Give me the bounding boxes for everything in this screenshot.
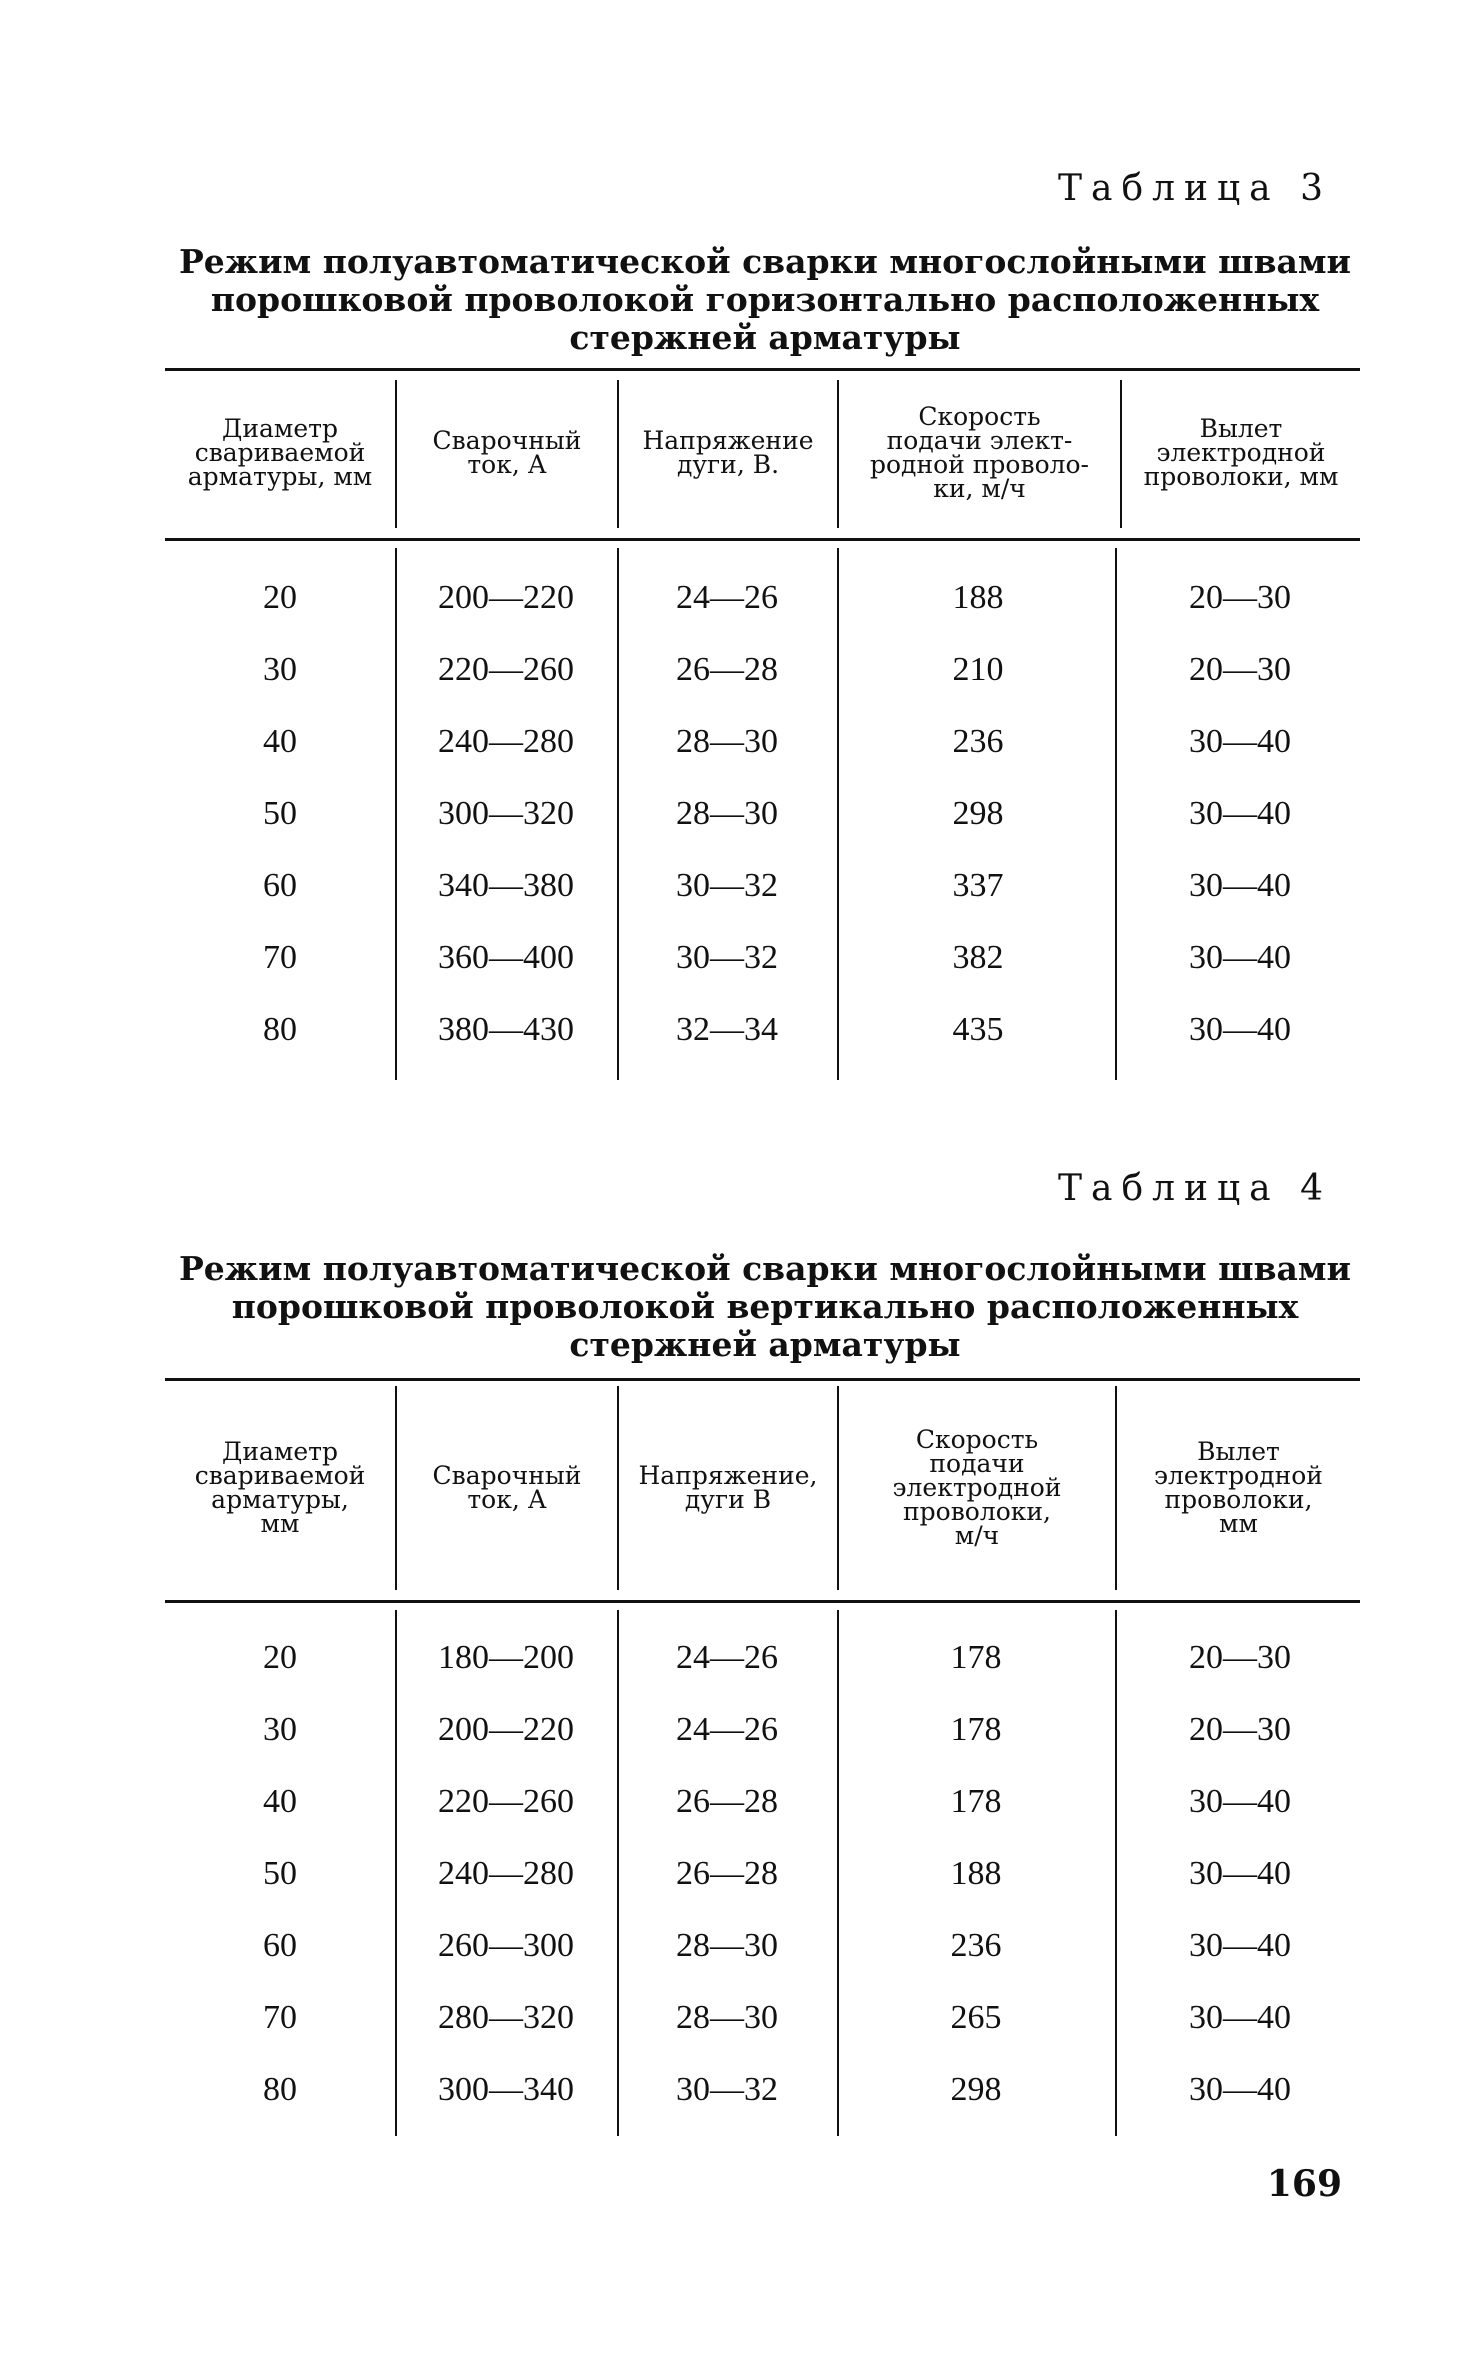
cell-stickout: 20—30: [1189, 651, 1291, 688]
header-welding-current: Сварочный ток, А: [432, 1461, 582, 1514]
column-divider: [837, 1610, 839, 2136]
cell-feed-speed: 188: [950, 1855, 1002, 1892]
cell-current: 240—280: [438, 1855, 574, 1892]
table-3: [165, 368, 1360, 1088]
cell-current: 360—400: [438, 939, 574, 976]
cell-feed-speed: 265: [950, 1999, 1002, 2036]
caption-line: стержней арматуры: [569, 318, 961, 357]
cell-voltage: 24—26: [676, 1711, 778, 1748]
cell-voltage: 26—28: [676, 651, 778, 688]
cell-voltage: 26—28: [676, 1783, 778, 1820]
header-diameter: Диаметр свариваемой арматуры, мм: [194, 1437, 366, 1538]
table-top-rule: [165, 368, 1360, 371]
cell-stickout: 30—40: [1189, 795, 1291, 832]
cell-diameter: 70: [263, 939, 297, 976]
header-diameter: Диаметр свариваемой арматуры, мм: [187, 414, 373, 491]
table-3-label: Таблица 3: [1058, 168, 1332, 209]
cell-diameter: 60: [263, 1927, 297, 1964]
cell-voltage: 24—26: [676, 1639, 778, 1676]
cell-feed-speed: 337: [952, 867, 1004, 904]
cell-stickout: 30—40: [1189, 1855, 1291, 1892]
cell-current: 280—320: [438, 1999, 574, 2036]
cell-current: 340—380: [438, 867, 574, 904]
caption-line: Режим полуавтоматической сварки многослойными швами: [178, 242, 1352, 281]
cell-feed-speed: 178: [950, 1783, 1002, 1820]
cell-stickout: 30—40: [1189, 723, 1291, 760]
cell-stickout: 30—40: [1189, 1783, 1291, 1820]
column-divider: [1115, 1610, 1117, 2136]
page-number: 169: [1266, 2163, 1342, 2205]
cell-diameter: 20: [263, 579, 297, 616]
cell-current: 200—220: [438, 579, 574, 616]
cell-voltage: 32—34: [676, 1011, 778, 1048]
cell-diameter: 80: [263, 1011, 297, 1048]
cell-stickout: 30—40: [1189, 1927, 1291, 1964]
cell-stickout: 20—30: [1189, 1639, 1291, 1676]
cell-diameter: 50: [263, 795, 297, 832]
table-4-caption: [170, 1250, 1360, 1364]
header-bottom-rule: [165, 1600, 1360, 1603]
cell-diameter: 50: [263, 1855, 297, 1892]
cell-voltage: 30—32: [676, 2071, 778, 2108]
cell-voltage: 24—26: [676, 579, 778, 616]
cell-diameter: 60: [263, 867, 297, 904]
cell-feed-speed: 210: [952, 651, 1004, 688]
cell-stickout: 20—30: [1189, 579, 1291, 616]
cell-stickout: 20—30: [1189, 1711, 1291, 1748]
table-4: [165, 1378, 1360, 2143]
cell-voltage: 28—30: [676, 1999, 778, 2036]
cell-current: 220—260: [438, 651, 574, 688]
cell-feed-speed: 178: [950, 1639, 1002, 1676]
cell-current: 240—280: [438, 723, 574, 760]
cell-diameter: 20: [263, 1639, 297, 1676]
header-electrode-stickout: Вылет электродной проволоки, мм: [1154, 1437, 1323, 1538]
cell-diameter: 40: [263, 1783, 297, 1820]
cell-diameter: 30: [263, 651, 297, 688]
cell-feed-speed: 188: [952, 579, 1004, 616]
caption-line: Режим полуавтоматической сварки многослойными швами: [178, 1249, 1352, 1288]
cell-current: 180—200: [438, 1639, 574, 1676]
cell-voltage: 28—30: [676, 723, 778, 760]
caption-line: порошковой проволокой вертикально расположенных: [231, 1287, 1299, 1326]
cell-feed-speed: 236: [950, 1927, 1002, 1964]
cell-current: 300—320: [438, 795, 574, 832]
cell-diameter: 70: [263, 1999, 297, 2036]
header-electrode-stickout: Вылет электродной проволоки, мм: [1143, 414, 1339, 491]
cell-current: 220—260: [438, 1783, 574, 1820]
cell-feed-speed: 382: [952, 939, 1004, 976]
caption-line: стержней арматуры: [569, 1325, 961, 1364]
cell-feed-speed: 435: [952, 1011, 1004, 1048]
cell-voltage: 30—32: [676, 939, 778, 976]
cell-stickout: 30—40: [1189, 867, 1291, 904]
cell-current: 200—220: [438, 1711, 574, 1748]
caption-line: порошковой проволокой горизонтально расположенных: [210, 280, 1320, 319]
header-welding-current: Сварочный ток, А: [432, 426, 582, 479]
cell-stickout: 30—40: [1189, 939, 1291, 976]
cell-feed-speed: 178: [950, 1711, 1002, 1748]
cell-feed-speed: 236: [952, 723, 1004, 760]
header-bottom-rule: [165, 538, 1360, 541]
cell-diameter: 80: [263, 2071, 297, 2108]
table-top-rule: [165, 1378, 1360, 1381]
header-arc-voltage: Напряжение, дуги В: [638, 1461, 818, 1514]
cell-stickout: 30—40: [1189, 1011, 1291, 1048]
column-divider: [837, 548, 839, 1080]
cell-stickout: 30—40: [1189, 2071, 1291, 2108]
cell-voltage: 28—30: [676, 795, 778, 832]
cell-voltage: 28—30: [676, 1927, 778, 1964]
cell-diameter: 30: [263, 1711, 297, 1748]
cell-voltage: 26—28: [676, 1855, 778, 1892]
cell-feed-speed: 298: [950, 2071, 1002, 2108]
header-wire-feed-speed: Скорость подачи электродной проволоки, м/ч: [892, 1425, 1062, 1550]
cell-feed-speed: 298: [952, 795, 1004, 832]
table-4-label: Таблица 4: [1058, 1168, 1332, 1209]
header-wire-feed-speed: Скорость подачи элект- родной проволо- ки, м/ч: [870, 402, 1089, 503]
cell-current: 380—430: [438, 1011, 574, 1048]
table-3-caption: [170, 243, 1360, 357]
cell-voltage: 30—32: [676, 867, 778, 904]
cell-diameter: 40: [263, 723, 297, 760]
cell-current: 300—340: [438, 2071, 574, 2108]
column-divider: [1115, 548, 1117, 1080]
cell-stickout: 30—40: [1189, 1999, 1291, 2036]
cell-current: 260—300: [438, 1927, 574, 1964]
header-arc-voltage: Напряжение дуги, В.: [642, 426, 814, 479]
